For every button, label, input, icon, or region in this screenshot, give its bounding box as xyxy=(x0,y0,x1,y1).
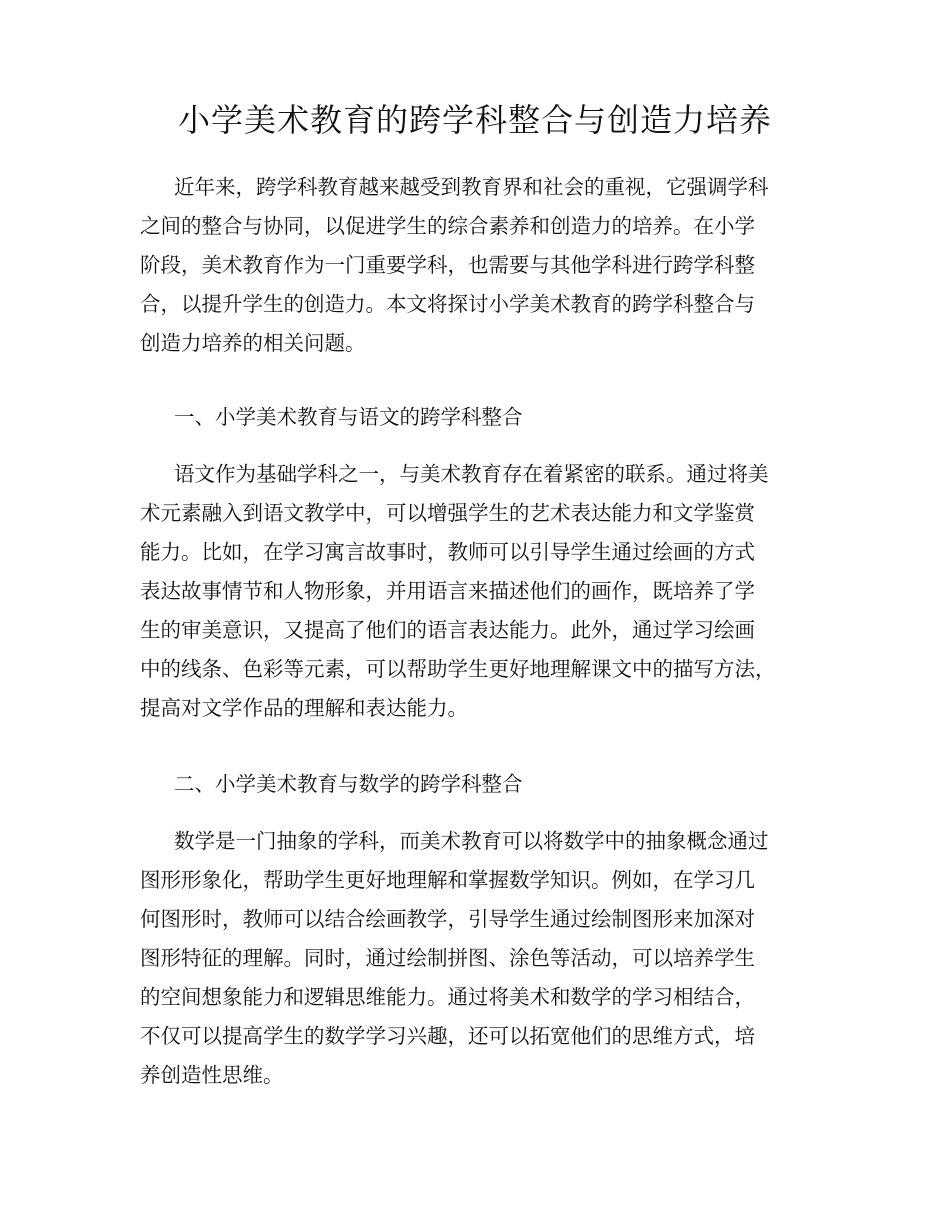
paragraph-line: 养创造性思维。 xyxy=(140,1063,284,1087)
paragraph-line: 提高对文学作品的理解和表达能力。 xyxy=(140,696,468,720)
section-heading-math: 二、小学美术教育与数学的跨学科整合 xyxy=(174,772,523,796)
paragraph-line: 之间的整合与协同，以促进学生的综合素养和创造力的培养。在小学 xyxy=(140,214,755,238)
paragraph-line: 近年来，跨学科教育越来越受到教育界和社会的重视，它强调学科 xyxy=(174,175,769,199)
paragraph-line: 的空间想象能力和逻辑思维能力。通过将美术和数学的学习相结合， xyxy=(140,985,755,1009)
paragraph-line: 能力。比如，在学习寓言故事时，教师可以引导学生通过绘画的方式 xyxy=(140,540,755,564)
paragraph-line: 不仅可以提高学生的数学学习兴趣，还可以拓宽他们的思维方式，培 xyxy=(140,1024,755,1048)
paragraph-line: 何图形时，教师可以结合绘画教学，引导学生通过绘制图形来加深对 xyxy=(140,907,755,931)
paragraph-line: 语文作为基础学科之一，与美术教育存在着紧密的联系。通过将美 xyxy=(174,462,769,486)
intro-paragraph xyxy=(140,168,840,363)
paragraph-line: 表达故事情节和人物形象，并用语言来描述他们的画作，既培养了学 xyxy=(140,579,755,603)
paragraph-line: 合，以提升学生的创造力。本文将探讨小学美术教育的跨学科整合与 xyxy=(140,292,755,316)
section-paragraph-chinese xyxy=(140,455,840,728)
paragraph-line: 数学是一门抽象的学科，而美术教育可以将数学中的抽象概念通过 xyxy=(174,829,769,853)
paragraph-line: 图形形象化，帮助学生更好地理解和掌握数学知识。例如，在学习几 xyxy=(140,868,755,892)
paragraph-line: 创造力培养的相关问题。 xyxy=(140,331,366,355)
paragraph-line: 图形特征的理解。同时，通过绘制拼图、涂色等活动，可以培养学生 xyxy=(140,946,755,970)
paragraph-line: 阶段，美术教育作为一门重要学科，也需要与其他学科进行跨学科整 xyxy=(140,253,755,277)
paragraph-line: 生的审美意识，又提高了他们的语言表达能力。此外，通过学习绘画 xyxy=(140,618,755,642)
document-title: 小学美术教育的跨学科整合与创造力培养 xyxy=(177,101,772,139)
section-heading-chinese: 一、小学美术教育与语文的跨学科整合 xyxy=(174,405,523,429)
paragraph-line: 中的线条、色彩等元素，可以帮助学生更好地理解课文中的描写方法， xyxy=(140,657,776,681)
paragraph-line: 术元素融入到语文教学中，可以增强学生的艺术表达能力和文学鉴赏 xyxy=(140,501,755,525)
section-paragraph-math xyxy=(140,822,840,1095)
